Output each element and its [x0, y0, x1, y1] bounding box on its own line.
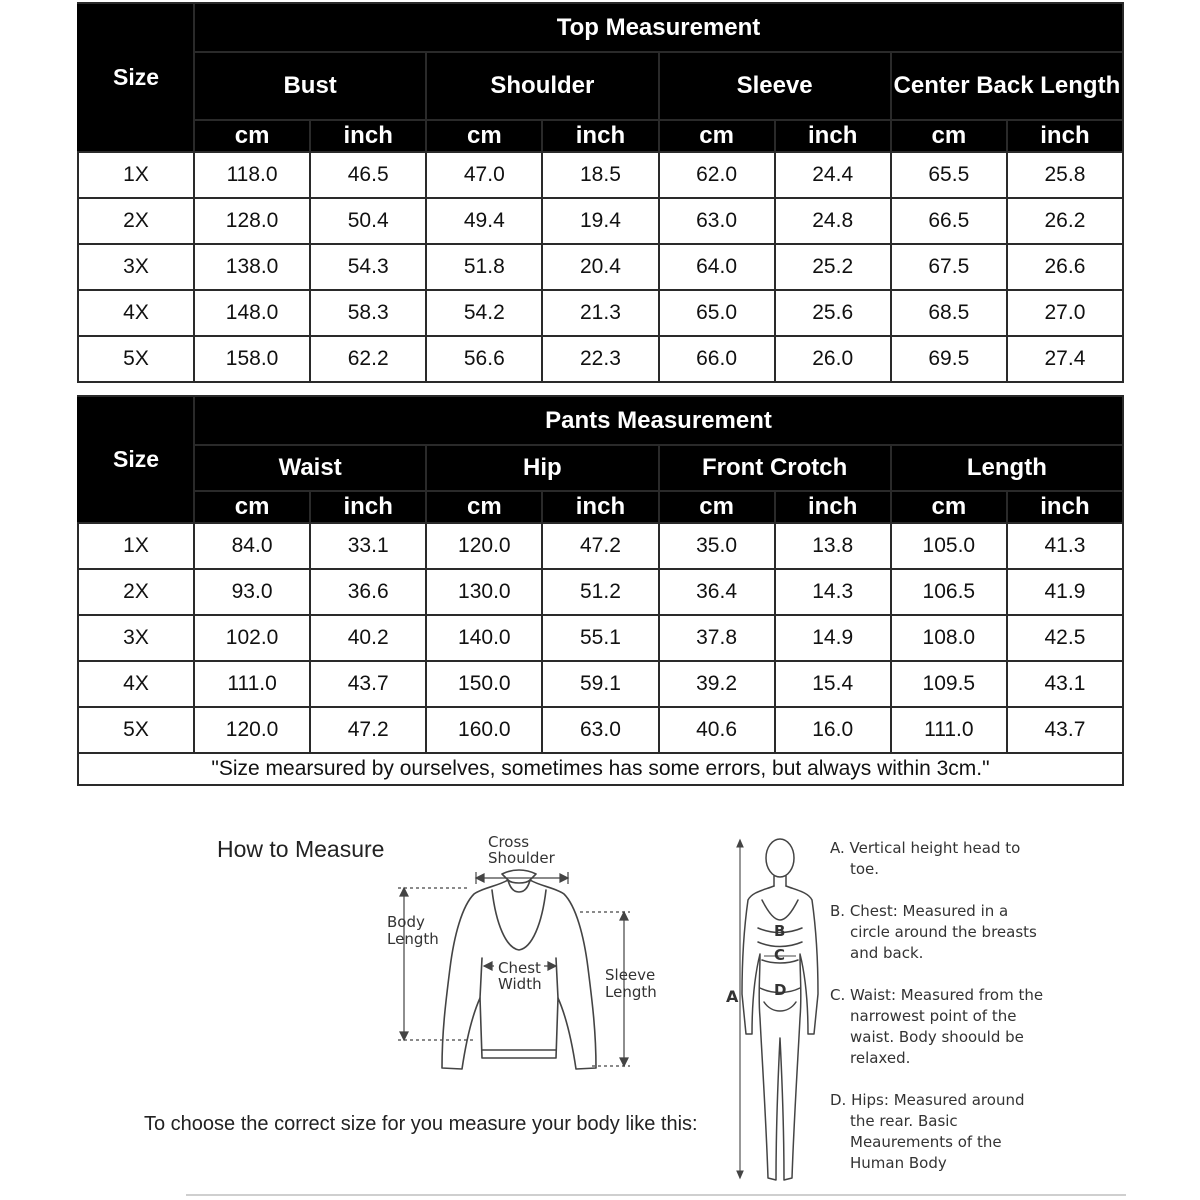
value-cell: 69.5 — [891, 336, 1007, 382]
size-cell: 3X — [78, 244, 194, 290]
value-cell: 25.8 — [1007, 152, 1123, 198]
value-cell: 24.4 — [775, 152, 891, 198]
unit-header: cm — [426, 120, 542, 152]
value-cell: 138.0 — [194, 244, 310, 290]
value-cell: 46.5 — [310, 152, 426, 198]
value-cell: 65.5 — [891, 152, 1007, 198]
label-cross: Cross — [488, 833, 530, 851]
value-cell: 55.1 — [542, 615, 658, 661]
label-body: Body — [387, 913, 425, 931]
value-cell: 25.2 — [775, 244, 891, 290]
unit-header: cm — [891, 491, 1007, 523]
value-cell: 64.0 — [659, 244, 775, 290]
label-sleeve-length: Length — [605, 983, 657, 1001]
value-cell: 15.4 — [775, 661, 891, 707]
marker-b: B — [774, 922, 786, 940]
value-cell: 148.0 — [194, 290, 310, 336]
value-cell: 40.2 — [310, 615, 426, 661]
value-cell: 36.4 — [659, 569, 775, 615]
value-cell: 51.2 — [542, 569, 658, 615]
value-cell: 106.5 — [891, 569, 1007, 615]
group-header: Front Crotch — [659, 445, 891, 491]
unit-header: inch — [310, 491, 426, 523]
value-cell: 43.7 — [310, 661, 426, 707]
size-header: Size — [78, 3, 194, 152]
group-header: Bust — [194, 52, 426, 120]
value-cell: 47.0 — [426, 152, 542, 198]
value-cell: 47.2 — [310, 707, 426, 753]
value-cell: 47.2 — [542, 523, 658, 569]
value-cell: 56.6 — [426, 336, 542, 382]
value-cell: 65.0 — [659, 290, 775, 336]
group-header: Waist — [194, 445, 426, 491]
value-cell: 67.5 — [891, 244, 1007, 290]
size-header: Size — [78, 396, 194, 523]
value-cell: 35.0 — [659, 523, 775, 569]
value-cell: 43.7 — [1007, 707, 1123, 753]
units-row — [78, 120, 1123, 152]
label-chest: Chest — [498, 959, 541, 977]
value-cell: 22.3 — [542, 336, 658, 382]
legend-item-chest: B. Chest: Measured in a circle around the breasts and back. — [830, 902, 1037, 962]
value-cell: 150.0 — [426, 661, 542, 707]
table-row — [78, 336, 1123, 382]
value-cell: 66.5 — [891, 198, 1007, 244]
table-row — [78, 707, 1123, 753]
label-body-length: Length — [387, 930, 439, 948]
table-row — [78, 569, 1123, 615]
size-cell: 2X — [78, 198, 194, 244]
value-cell: 111.0 — [194, 661, 310, 707]
size-cell: 5X — [78, 336, 194, 382]
head — [766, 839, 794, 877]
size-cell: 4X — [78, 661, 194, 707]
unit-header: inch — [775, 491, 891, 523]
value-cell: 140.0 — [426, 615, 542, 661]
size-cell: 4X — [78, 290, 194, 336]
body-figure-diagram — [718, 828, 828, 1200]
marker-c: C — [774, 946, 786, 964]
value-cell: 21.3 — [542, 290, 658, 336]
value-cell: 18.5 — [542, 152, 658, 198]
value-cell: 63.0 — [542, 707, 658, 753]
value-cell: 27.4 — [1007, 336, 1123, 382]
table-title: Pants Measurement — [194, 396, 1123, 445]
value-cell: 13.8 — [775, 523, 891, 569]
value-cell: 160.0 — [426, 707, 542, 753]
units-row — [78, 491, 1123, 523]
value-cell: 68.5 — [891, 290, 1007, 336]
value-cell: 62.2 — [310, 336, 426, 382]
table-title: Top Measurement — [194, 3, 1123, 52]
table-row — [78, 198, 1123, 244]
value-cell: 84.0 — [194, 523, 310, 569]
value-cell: 59.1 — [542, 661, 658, 707]
value-cell: 26.2 — [1007, 198, 1123, 244]
value-cell: 62.0 — [659, 152, 775, 198]
unit-header: inch — [542, 120, 658, 152]
group-header: Center Back Length — [891, 52, 1123, 120]
value-cell: 41.3 — [1007, 523, 1123, 569]
value-cell: 19.4 — [542, 198, 658, 244]
value-cell: 105.0 — [891, 523, 1007, 569]
unit-header: inch — [310, 120, 426, 152]
unit-header: cm — [891, 120, 1007, 152]
value-cell: 128.0 — [194, 198, 310, 244]
value-cell: 120.0 — [194, 707, 310, 753]
size-cell: 3X — [78, 615, 194, 661]
group-header: Length — [891, 445, 1123, 491]
value-cell: 33.1 — [310, 523, 426, 569]
value-cell: 37.8 — [659, 615, 775, 661]
value-cell: 43.1 — [1007, 661, 1123, 707]
unit-header: cm — [659, 120, 775, 152]
measurement-legend — [830, 838, 1050, 1195]
unit-header: inch — [542, 491, 658, 523]
value-cell: 25.6 — [775, 290, 891, 336]
label-chest-width: Width — [498, 975, 542, 993]
table-row — [78, 523, 1123, 569]
size-cell: 1X — [78, 152, 194, 198]
legend-item-waist: C. Waist: Measured from the narrowest point of the waist. Body shoould be relaxed. — [830, 986, 1044, 1067]
unit-header: cm — [194, 120, 310, 152]
value-cell: 108.0 — [891, 615, 1007, 661]
value-cell: 26.6 — [1007, 244, 1123, 290]
value-cell: 41.9 — [1007, 569, 1123, 615]
value-cell: 24.8 — [775, 198, 891, 244]
group-header: Hip — [426, 445, 658, 491]
value-cell: 39.2 — [659, 661, 775, 707]
value-cell: 50.4 — [310, 198, 426, 244]
unit-header: cm — [194, 491, 310, 523]
value-cell: 158.0 — [194, 336, 310, 382]
value-cell: 118.0 — [194, 152, 310, 198]
shirt-diagram — [380, 828, 680, 1078]
label-shoulder: Shoulder — [488, 849, 555, 867]
size-cell: 2X — [78, 569, 194, 615]
value-cell: 20.4 — [542, 244, 658, 290]
legend-item-height: A. Vertical height head to toe. — [830, 839, 1021, 878]
table-row — [78, 290, 1123, 336]
marker-a: A — [726, 987, 739, 1006]
legend-item-hips: D. Hips: Measured around the rear. Basic Meaurements of the Human Body — [830, 1091, 1025, 1172]
top-measurement-table — [77, 2, 1124, 383]
unit-header: inch — [1007, 491, 1123, 523]
value-cell: 102.0 — [194, 615, 310, 661]
value-cell: 49.4 — [426, 198, 542, 244]
group-header: Sleeve — [659, 52, 891, 120]
value-cell: 14.3 — [775, 569, 891, 615]
choose-size-instruction: To choose the correct size for you measure your body like this: — [144, 1113, 698, 1135]
value-cell: 54.3 — [310, 244, 426, 290]
label-sleeve: Sleeve — [605, 966, 656, 984]
neckline-curve — [492, 890, 546, 950]
table-row — [78, 244, 1123, 290]
value-cell: 42.5 — [1007, 615, 1123, 661]
measurement-note: "Size mearsured by ourselves, sometimes has some errors, but always within 3cm." — [78, 753, 1123, 785]
size-cell: 5X — [78, 707, 194, 753]
value-cell: 111.0 — [891, 707, 1007, 753]
pants-measurement-table — [77, 395, 1124, 786]
unit-header: cm — [426, 491, 542, 523]
table-row — [78, 615, 1123, 661]
value-cell: 26.0 — [775, 336, 891, 382]
value-cell: 27.0 — [1007, 290, 1123, 336]
value-cell: 36.6 — [310, 569, 426, 615]
group-header: Shoulder — [426, 52, 658, 120]
table-row — [78, 661, 1123, 707]
value-cell: 40.6 — [659, 707, 775, 753]
marker-d: D — [774, 981, 787, 999]
value-cell: 58.3 — [310, 290, 426, 336]
unit-header: inch — [775, 120, 891, 152]
value-cell: 93.0 — [194, 569, 310, 615]
value-cell: 63.0 — [659, 198, 775, 244]
table-row — [78, 152, 1123, 198]
value-cell: 109.5 — [891, 661, 1007, 707]
size-cell: 1X — [78, 523, 194, 569]
how-to-measure-title: How to Measure — [217, 836, 385, 862]
value-cell: 66.0 — [659, 336, 775, 382]
value-cell: 130.0 — [426, 569, 542, 615]
value-cell: 14.9 — [775, 615, 891, 661]
unit-header: cm — [659, 491, 775, 523]
value-cell: 54.2 — [426, 290, 542, 336]
value-cell: 120.0 — [426, 523, 542, 569]
bottom-divider — [186, 1194, 1126, 1196]
value-cell: 16.0 — [775, 707, 891, 753]
unit-header: inch — [1007, 120, 1123, 152]
value-cell: 51.8 — [426, 244, 542, 290]
